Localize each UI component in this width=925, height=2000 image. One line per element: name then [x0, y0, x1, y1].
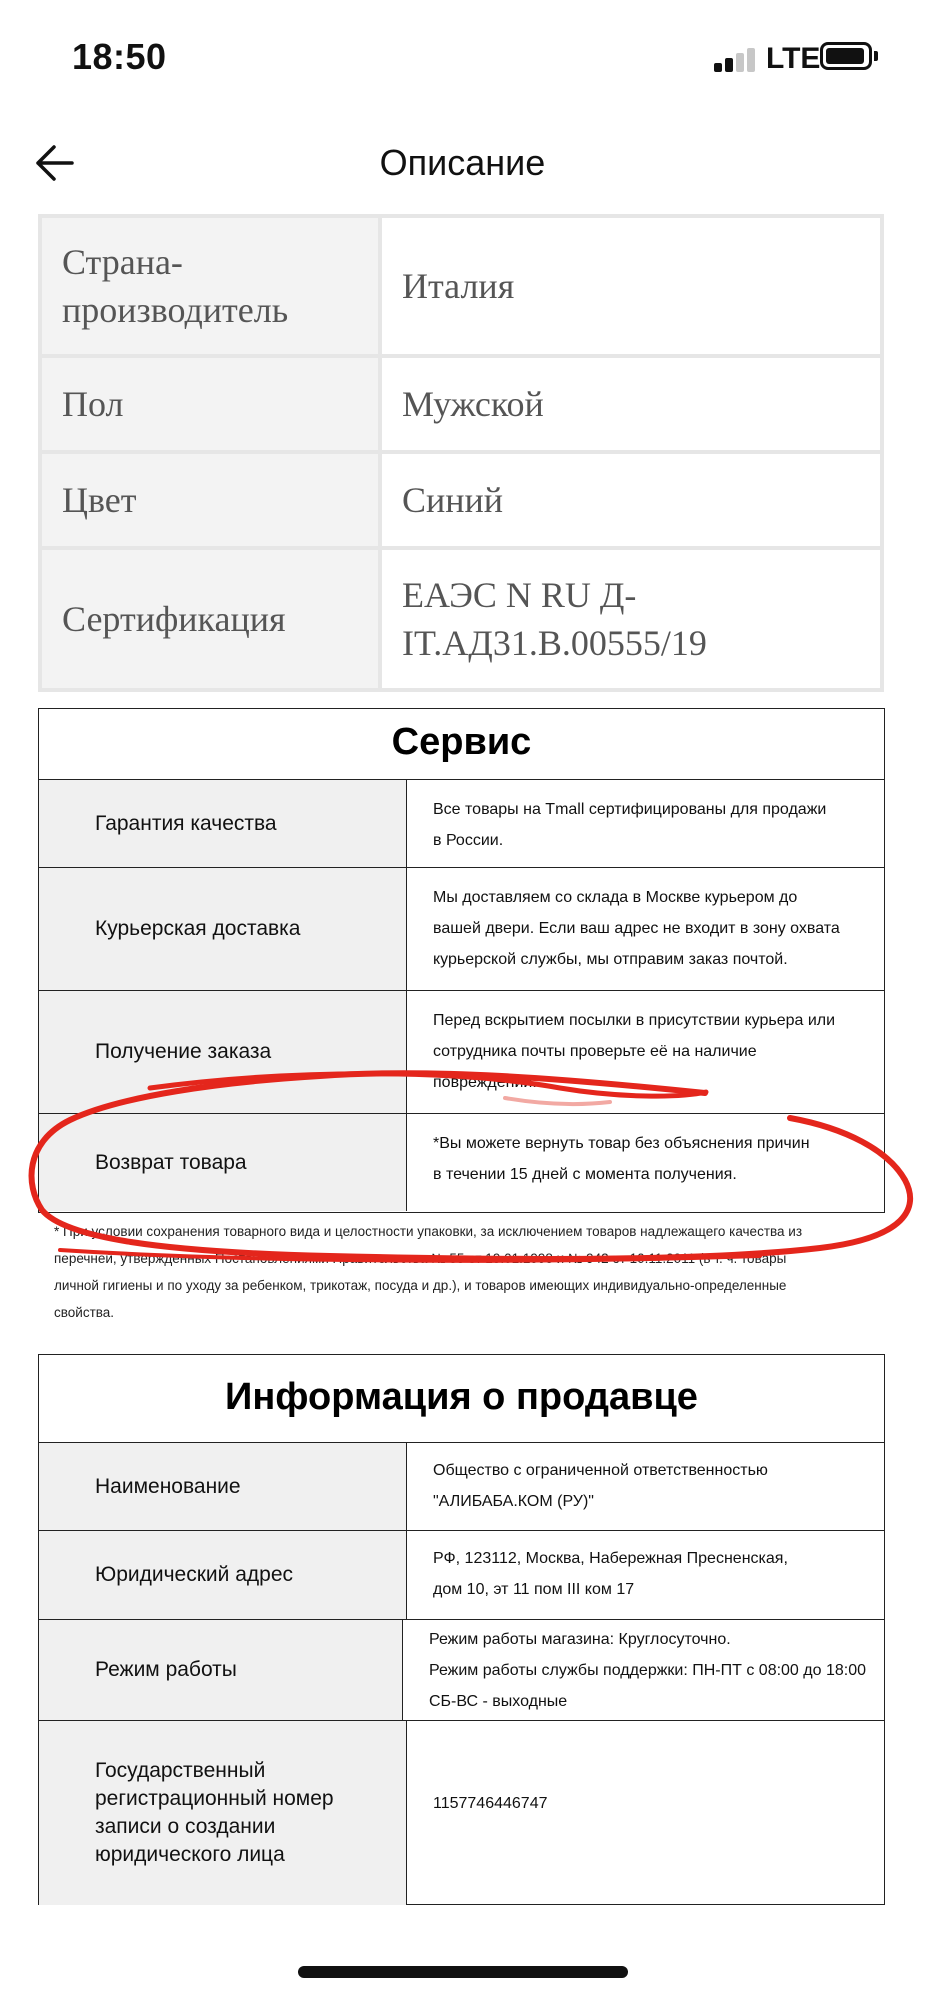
home-indicator [298, 1966, 628, 1978]
row-label: Режим работы [39, 1620, 403, 1720]
service-table [38, 708, 885, 1213]
row-value: Все товары на Tmall сертифицированы для продажи в России. [433, 801, 827, 849]
spec-value: Италия [380, 216, 882, 356]
spec-key: Цвет [40, 452, 380, 548]
signal-bars-icon [714, 48, 758, 72]
row-label: Наименование [39, 1443, 407, 1530]
spec-row [40, 356, 882, 452]
row-value: Мы доставляем со склада в Москве курьером до вашей двери. Если ваш адрес не входит в зону охвата курьерской службы, мы отправим заказ почтой. [433, 889, 840, 968]
spec-value: ЕАЭС N RU Д-IT.АД31.В.00555/19 [380, 548, 882, 690]
table-row [39, 868, 884, 991]
status-bar [0, 0, 925, 110]
row-value: Перед вскрытием посылки в присутствии курьера или сотрудника почты проверьте её на наличие повреждений. [433, 1012, 836, 1091]
spec-value: Мужской [380, 356, 882, 452]
page-title: Описание [379, 142, 546, 183]
row-value: РФ, 123112, Москва, Набережная Пресненская, дом 10, эт 11 пом III ком 17 [433, 1550, 788, 1598]
row-value: *Вы можете вернуть товар без объяснения причин в течении 15 дней с момента получения. [433, 1135, 810, 1183]
spec-key: Сертификация [40, 548, 380, 690]
spec-row [40, 452, 882, 548]
spec-row [40, 216, 882, 356]
table-row [39, 1721, 884, 1905]
table-row [39, 780, 884, 868]
table-row [39, 991, 884, 1114]
table-row [39, 1443, 884, 1531]
status-time: 18:50 [72, 36, 167, 77]
table-row [39, 1620, 884, 1721]
spec-row [40, 548, 882, 690]
row-value: 1157746446747 [433, 1794, 548, 1812]
table-row [39, 1531, 884, 1620]
network-type: LTE [766, 42, 821, 75]
spec-table [38, 214, 884, 692]
spec-value: Синий [380, 452, 882, 548]
table-row [39, 1114, 884, 1211]
battery-icon [820, 42, 872, 70]
row-value: Режим работы магазина: Круглосуточно. Режим работы службы поддержки: ПН-ПТ с 08:00 до 18:00 СБ-ВС - выходные [428, 1631, 866, 1710]
seller-title: Информация о продавце [39, 1355, 884, 1443]
row-label: Курьерская доставка [39, 868, 407, 990]
seller-table [38, 1354, 885, 1905]
nav-bar [0, 120, 925, 210]
row-label: Государственный регистрационный номер записи о создании юридического лица [39, 1721, 407, 1905]
service-footnote: * При условии сохранения товарного вида и целостности упаковки, за исключением товаров надлежащего качества из перечней, утвержденных Постановлениями Правительства № 55 от 19.01.1998 и № 942 от 10.11.2011 (в т. ч. товары личной гигиены и по уходу за ребенком, трикотаж, посуда и др.), и товаров имеющих индивидуально-определенные свойства. [54, 1224, 803, 1320]
row-value: Общество с ограниченной ответственностью "АЛИБАБА.КОМ (РУ)" [433, 1462, 768, 1510]
battery-tip [874, 51, 878, 61]
service-title: Сервис [39, 709, 884, 780]
row-label: Получение заказа [39, 991, 407, 1113]
row-label: Юридический адрес [39, 1531, 407, 1619]
row-label: Возврат товара [39, 1114, 407, 1211]
spec-key: Пол [40, 356, 380, 452]
row-label: Гарантия качества [39, 780, 407, 867]
spec-key: Страна-производитель [40, 216, 380, 356]
